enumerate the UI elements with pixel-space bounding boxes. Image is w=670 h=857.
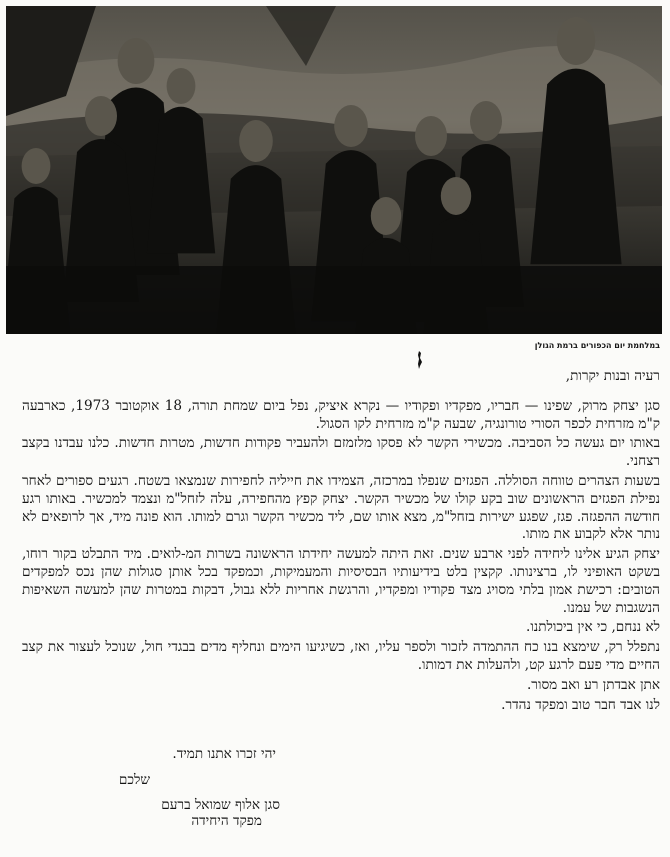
soldier-head: [85, 96, 117, 136]
signature-closing: שלכם: [118, 772, 150, 788]
signature-name: סגן אלוף שמואל ברעם: [161, 797, 280, 813]
signature-title: מפקד היחידה: [191, 813, 262, 829]
paragraph-your-loss: אתן אבדתן רע ואב מסור.: [526, 676, 660, 693]
soldier-head: [167, 68, 196, 104]
paragraph-shelling: בשעות הצהרים טווחה הסוללה. הפגזים שנפלו במרכזה, הצמידו את חייליה לחפירות שנמצאו בשטח. רגעים ספורים לאחר נפילת הפגזים הראשונים שוב בקע קולו של מכשיר הקשר. יצחק קפץ מהחפירה, עלה לזחל"מ ונצמד למכשיר. באותו רגע חודשה ההפגזה. פגז, שפגע ישירות בזחל"מ, מצא אותו שם, ליד מכשיר הקשר וגרם למותו. הוא פונה מיד, אך לרופאים לא נותר אלא לקבוע את מותו.: [22, 472, 660, 543]
soldier-head: [557, 17, 595, 65]
paragraph-prayer: נתפלל רק, שימצא בנו כח ההתמדה לזכור ולספר עליו, ואז, כשיגיעו הימים ונחליף מדים בבגדי חול, שנוכל לעצור את קצב החיים מדי פעם לרגע קט, ולהעלות את דמותו.: [22, 639, 660, 673]
soldier-head: [470, 101, 502, 141]
soldier-head: [441, 177, 471, 215]
greeting: רעיה ובנות יקרות,: [565, 368, 660, 384]
paragraph-death: סגן יצחק מרוק, שפינו — חבריו, מפקדיו ופקודיו — נקרא איציק, נפל ביום שמחת תורה, 18 אוקטובר 1973, כארבעה ק"מ מזרחית לכפר הסורי טורונגיה, שבעה ק"מ מזרחית לקו הסגול.: [22, 397, 661, 432]
soldiers-photo-image: [6, 6, 662, 334]
soldier-head: [22, 148, 51, 184]
photo-caption: במלחמת יום הכפורים ברמת הגולן: [534, 341, 660, 350]
paragraph-our-loss: לנו אבד חבר טוב ומפקד נהדר.: [501, 696, 660, 713]
letter-body: [22, 368, 660, 716]
soldier-head: [118, 38, 155, 84]
ink-mark-icon: [416, 350, 424, 370]
soldier-head: [371, 197, 401, 235]
soldier-head: [415, 116, 447, 156]
soldier-head: [334, 105, 368, 147]
group-photo: [6, 6, 662, 334]
paragraph-that-day: באותו יום געשה כל הסביבה. מכשירי הקשר לא פסקו מלזמזם ולהעביר פקודות חדשות, מטרות חדשות. כלנו עבדנו בקצב רצחני.: [22, 435, 660, 470]
signature-remembrance: יהי זכרו אתנו תמיד.: [172, 746, 276, 762]
soldier-head: [239, 120, 273, 162]
paragraph-no-consolation: לא ננחם, כי אין ביכולתנו.: [526, 619, 660, 636]
paragraph-service: יצחק הגיע אלינו ליחידה לפני ארבע שנים. זאת היתה למעשה יחידתו הראשונה בשרות המ-לואים. מיד התבלט בקור רוחו, בשקט האופיני לו, ברצינותו. קקצין בלט בידיעותיו הבסיסיות והמעמיקות, וכמפקד בכל אותן סגולות שהן נכס למפקדים הטובים: רכישת אמון בלתי מסויג מצד פקודיו ומפקדיו, והרגשת אחריות ללא גבול, דבקות במטרות שהן למעשה השאיפות הנשגבות של עמנו.: [22, 546, 660, 616]
